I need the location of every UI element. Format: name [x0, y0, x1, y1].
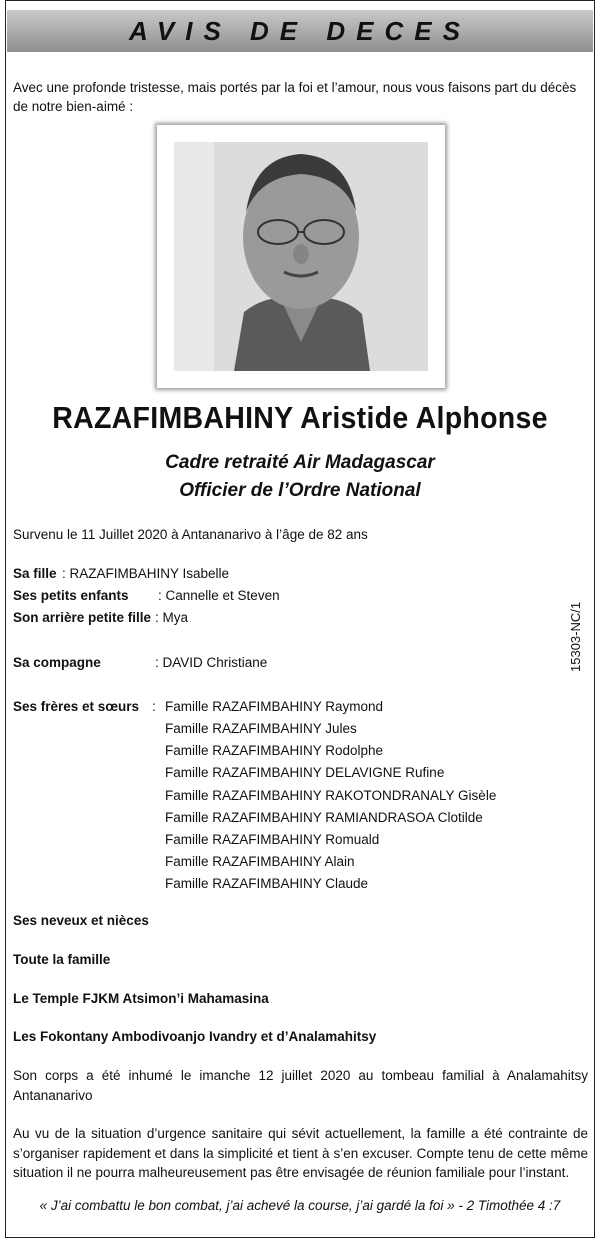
portrait-photo [174, 142, 428, 371]
sibling-item: Famille RAZAFIMBAHINY Claude [165, 876, 369, 891]
reference-code: 15303-NC/1 [568, 601, 583, 672]
companion-label: Sa compagne [13, 655, 101, 670]
daughter-value: : RAZAFIMBAHINY Isabelle [62, 566, 230, 581]
nephews-line: Ses neveux et nièces [13, 913, 149, 928]
bible-quote: « J’ai combattu le bon combat, j’ai achevé la course, j’ai gardé la foi » - 2 Timothée 4 :7 [39, 1198, 561, 1213]
sibling-item: Famille RAZAFIMBAHINY Romuald [165, 832, 380, 847]
portrait-illustration [174, 142, 428, 371]
portrait-frame [157, 125, 445, 388]
companion-value: : DAVID Christiane [155, 655, 268, 670]
siblings-colon: : [152, 699, 156, 714]
sibling-item: Famille RAZAFIMBAHINY RAMIANDRASOA Clotilde [165, 810, 483, 825]
grandchildren-value: : Cannelle et Steven [158, 588, 280, 603]
burial-paragraph: Son corps a été inhumé le imanche 12 juillet 2020 au tombeau familial à Analamahitsy Antananarivo [13, 1068, 588, 1103]
apology-paragraph: Au vu de la situation d’urgence sanitaire qui sévit actuellement, la famille a été contrainte de s’organiser rapidement et dans la simplicité et tient à s’en excuser. Compte tenu de cette même situation il ne pourra malheureusement pas être envisagée de réunion familiale pour l’instant. [13, 1126, 588, 1180]
great-grandchild-label: Son arrière petite fille [13, 610, 152, 625]
family-line: Toute la famille [13, 952, 111, 967]
sibling-item: Famille RAZAFIMBAHINY Alain [165, 854, 355, 869]
sibling-item: Famille RAZAFIMBAHINY RAKOTONDRANALY Gisèle [165, 788, 497, 803]
notice-title: AVIS DE DECES [129, 15, 471, 46]
great-grandchild-value: : Mya [155, 610, 189, 625]
sibling-item: Famille RAZAFIMBAHINY Rodolphe [165, 743, 384, 758]
temple-line: Le Temple FJKM Atsimon’i Mahamasina [13, 991, 269, 1006]
sibling-item: Famille RAZAFIMBAHINY Raymond [165, 699, 384, 714]
sibling-item: Famille RAZAFIMBAHINY Jules [165, 721, 357, 736]
siblings-label: Ses frères et sœurs [13, 699, 140, 714]
deceased-name: RAZAFIMBAHINY Aristide Alphonse [52, 400, 548, 435]
intro-text: Avec une profonde tristesse, mais portés par la foi et l’amour, nous vous faisons part du décès de notre bien-aimé : [13, 80, 577, 114]
daughter-label: Sa fille [13, 566, 57, 581]
sibling-item: Famille RAZAFIMBAHINY DELAVIGNE Rufine [165, 765, 445, 780]
death-notice: Survenu le 11 Juillet 2020 à Antananarivo à l’âge de 82 ans [13, 527, 368, 542]
fokontany-line: Les Fokontany Ambodivoanjo Ivandry et d’Analamahitsy [13, 1029, 377, 1044]
grandchildren-label: Ses petits enfants [13, 588, 129, 603]
deceased-title-2: Officier de l’Ordre National [179, 480, 421, 501]
deceased-title-1: Cadre retraité Air Madagascar [165, 452, 435, 473]
header-banner [7, 10, 593, 52]
